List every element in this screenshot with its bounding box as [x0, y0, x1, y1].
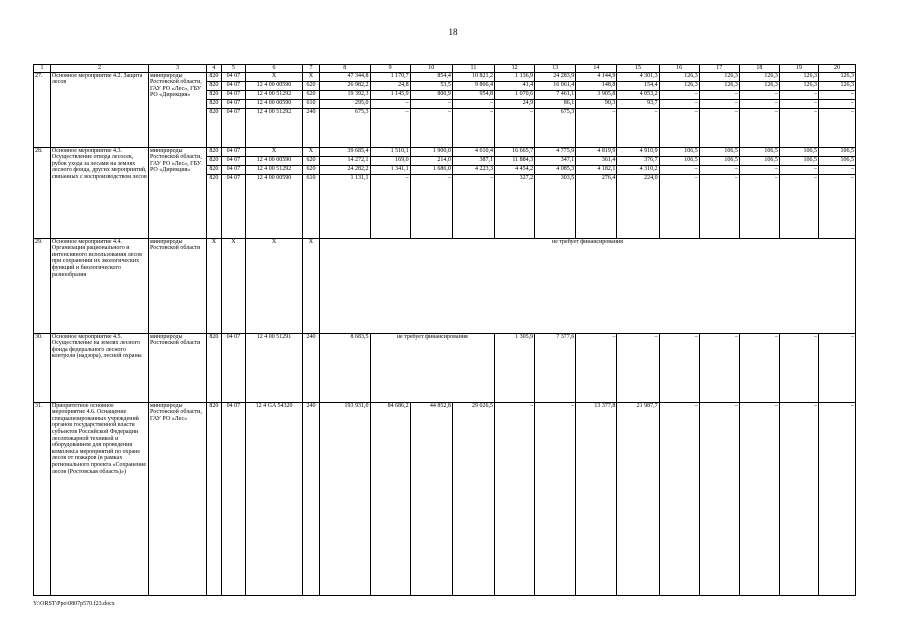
table-cell: 154,4: [617, 81, 659, 90]
table-cell: –: [699, 108, 739, 147]
table-cell: –: [659, 108, 699, 147]
table-cell: Х: [246, 147, 303, 156]
table-cell: 1 145,9: [370, 90, 410, 99]
column-header: 17: [699, 65, 739, 73]
table-cell: –: [739, 174, 779, 238]
table-cell: –: [495, 402, 535, 595]
table-cell: 4 910,9: [617, 147, 659, 156]
table-row: [34, 333, 856, 402]
table-cell: 53,5: [410, 81, 452, 90]
budget-table: [33, 64, 856, 596]
table-cell: 1 510,1: [370, 147, 410, 156]
table-cell: –: [739, 99, 779, 108]
column-header: 4: [207, 65, 222, 73]
table-cell: 90,3: [576, 99, 617, 108]
table-cell: 620: [303, 81, 320, 90]
table-cell: 126,3: [779, 72, 818, 81]
table-cell: 1 900,0: [410, 147, 452, 156]
table-cell: 21 987,7: [617, 402, 659, 595]
table-row: [34, 238, 856, 333]
table-cell: 04 07: [221, 333, 245, 402]
table-cell: 4 454,2: [495, 165, 535, 174]
table-cell: 1 170,7: [370, 72, 410, 81]
table-cell: 214,0: [410, 156, 452, 165]
table-cell: 04 07: [221, 402, 245, 595]
table-cell: –: [452, 108, 494, 147]
table-cell: 12 4 00 51292: [246, 90, 303, 99]
table-cell: 12 4 00 00590: [246, 99, 303, 108]
table-cell: 610: [303, 99, 320, 108]
table-cell: –: [495, 108, 535, 147]
table-cell: 8 683,5: [319, 333, 370, 402]
table-cell: 04 07: [221, 156, 245, 165]
executor: минприроды Ростовской области, ГАУ РО «Лес», ГБУ РО «Дирекция»: [149, 72, 207, 147]
table-cell: 169,0: [370, 156, 410, 165]
table-cell: –: [818, 99, 855, 108]
table-cell: 240: [303, 402, 320, 595]
table-cell: 675,3: [535, 108, 576, 147]
column-header: 13: [535, 65, 576, 73]
table-cell: 820: [207, 402, 222, 595]
table-cell: 12 4 00 00590: [246, 174, 303, 238]
table-cell: 4 310,2: [617, 165, 659, 174]
table-cell: 347,1: [535, 156, 576, 165]
table-cell: 4 182,1: [576, 165, 617, 174]
table-cell: 106,5: [779, 156, 818, 165]
no-funding-note: не требует финансирования: [370, 333, 495, 402]
column-header: 2: [50, 65, 148, 73]
header-row: [34, 65, 856, 73]
table-cell: –: [659, 333, 699, 402]
column-header: 3: [149, 65, 207, 73]
table-cell: 303,5: [535, 174, 576, 238]
table-cell: –: [739, 333, 779, 402]
table-cell: –: [779, 90, 818, 99]
table-cell: –: [659, 99, 699, 108]
table-cell: 10 821,2: [452, 72, 494, 81]
table-cell: 820: [207, 165, 222, 174]
table-cell: 106,5: [779, 147, 818, 156]
column-header: 19: [779, 65, 818, 73]
table-cell: 4 053,2: [617, 90, 659, 99]
table-cell: 620: [303, 90, 320, 99]
table-cell: –: [739, 402, 779, 595]
table-cell: 16 061,4: [535, 81, 576, 90]
table-cell: 387,1: [452, 156, 494, 165]
table-cell: 376,7: [617, 156, 659, 165]
table-cell: 04 07: [221, 72, 245, 81]
table-cell: –: [818, 333, 855, 402]
table-cell: 327,2: [495, 174, 535, 238]
executor: минприроды Ростовской области: [149, 333, 207, 402]
table-cell: 12 4 00 51292: [246, 165, 303, 174]
table-cell: 106,5: [818, 156, 855, 165]
table-cell: –: [452, 99, 494, 108]
table-cell: –: [818, 165, 855, 174]
table-cell: 295,0: [319, 99, 370, 108]
table-cell: –: [452, 174, 494, 238]
table-cell: 610: [303, 174, 320, 238]
table-cell: Х: [246, 72, 303, 81]
table-cell: –: [779, 108, 818, 147]
table-cell: 820: [207, 147, 222, 156]
table-cell: 3 905,8: [576, 90, 617, 99]
table-cell: 93,7: [617, 99, 659, 108]
column-header: 16: [659, 65, 699, 73]
measure-title: Основное мероприятие 4.3. Осуществление отвода лесосек, рубок ухода за лесами на землях лесного фонда, других мероприятий, связанных с воспроизводством лесов: [50, 147, 148, 238]
executor: минприроды Ростовской области, ГАУ РО «Лес», ГБУ РО «Дирекция»: [149, 147, 207, 238]
table-cell: 04 07: [221, 165, 245, 174]
table-cell: 820: [207, 99, 222, 108]
file-path: Y:\ORST\Ppo\0807p570.f23.docx: [33, 601, 115, 607]
table-row: [34, 402, 856, 595]
table-cell: –: [739, 90, 779, 99]
table-cell: 276,4: [576, 174, 617, 238]
table-cell: 148,8: [576, 81, 617, 90]
table-cell: 126,3: [739, 81, 779, 90]
table-cell: 126,3: [739, 72, 779, 81]
table-cell: 12 4 00 00590: [246, 81, 303, 90]
row-number: 28.: [34, 147, 51, 238]
table-cell: 4 144,9: [576, 72, 617, 81]
row-number: 27.: [34, 72, 51, 147]
table-cell: 820: [207, 108, 222, 147]
table-cell: Х: [246, 238, 303, 333]
table-cell: 820: [207, 72, 222, 81]
table-cell: 193 931,0: [319, 402, 370, 595]
table-cell: 04 07: [221, 99, 245, 108]
table-cell: –: [370, 99, 410, 108]
table-cell: 1 341,1: [370, 165, 410, 174]
table-cell: 361,4: [576, 156, 617, 165]
table-cell: 854,4: [410, 72, 452, 81]
table-cell: 12 4 GA 54320: [246, 402, 303, 595]
table-cell: 224,0: [617, 174, 659, 238]
table-cell: 4 223,3: [452, 165, 494, 174]
table-cell: –: [617, 108, 659, 147]
table-cell: –: [659, 174, 699, 238]
table-cell: Х: [221, 238, 245, 333]
table-cell: 1 070,6: [495, 90, 535, 99]
table-cell: –: [779, 99, 818, 108]
table-cell: 106,5: [739, 147, 779, 156]
table-cell: 86,1: [535, 99, 576, 108]
column-header: 10: [410, 65, 452, 73]
table-cell: 4 610,4: [452, 147, 494, 156]
column-header: 1: [34, 65, 51, 73]
table-cell: 19 392,3: [319, 90, 370, 99]
table-cell: 4 819,9: [576, 147, 617, 156]
table-cell: 106,5: [739, 156, 779, 165]
row-number: 31.: [34, 402, 51, 595]
table-cell: 13 377,8: [576, 402, 617, 595]
table-cell: 24,8: [370, 81, 410, 90]
table-cell: –: [410, 108, 452, 147]
table-cell: 126,3: [699, 81, 739, 90]
column-header: 5: [221, 65, 245, 73]
table-cell: –: [699, 174, 739, 238]
column-header: 7: [303, 65, 320, 73]
table-cell: –: [576, 108, 617, 147]
table-cell: 800,9: [410, 90, 452, 99]
table-cell: 1 686,0: [410, 165, 452, 174]
measure-title: Приоритетное основное мероприятие 4.6. Оснащение специализированных учреждений органов государственной власти субъектов Российской Федерации лесопожарной техникой и оборудованием для проведения комплекса мероприятий по охране лесов от пожаров (в рамках регионального проекта «Сохранение лесов (Ростовская область)»): [50, 402, 148, 595]
measure-title: Основное мероприятие 4.5. Осуществление на землях лесного фонда федерального лесного контроля (надзора), лесной охраны: [50, 333, 148, 402]
table-cell: 11 884,3: [495, 156, 535, 165]
column-header: 14: [576, 65, 617, 73]
table-cell: 12 4 00 00590: [246, 156, 303, 165]
table-cell: –: [410, 99, 452, 108]
table-cell: 04 07: [221, 147, 245, 156]
table-cell: Х: [303, 238, 320, 333]
table-cell: Х: [303, 147, 320, 156]
row-number: 29.: [34, 238, 51, 333]
table-cell: –: [699, 402, 739, 595]
table-cell: 7 461,1: [535, 90, 576, 99]
table-cell: 106,5: [818, 147, 855, 156]
table-cell: –: [818, 90, 855, 99]
table-cell: 41,4: [495, 81, 535, 90]
table-cell: –: [659, 402, 699, 595]
table-cell: 4 085,3: [535, 165, 576, 174]
table-cell: 675,3: [319, 108, 370, 147]
column-header: 12: [495, 65, 535, 73]
table-cell: 24 283,9: [535, 72, 576, 81]
column-header: 8: [319, 65, 370, 73]
table-cell: –: [779, 333, 818, 402]
column-header: 9: [370, 65, 410, 73]
table-cell: 1 131,1: [319, 174, 370, 238]
table-cell: 1 305,9: [495, 333, 535, 402]
column-header: 11: [452, 65, 494, 73]
table-cell: 12 4 00 51291: [246, 333, 303, 402]
table-cell: 126,3: [779, 81, 818, 90]
measure-title: Основное мероприятие 4.2. Защита лесов: [50, 72, 148, 147]
table-cell: 4 301,3: [617, 72, 659, 81]
table-cell: Х: [207, 238, 222, 333]
table-cell: 7 377,6: [535, 333, 576, 402]
table-row: [34, 72, 856, 81]
table-cell: –: [370, 108, 410, 147]
table-cell: 126,3: [659, 72, 699, 81]
table-cell: 14 272,1: [319, 156, 370, 165]
table-cell: 84 686,2: [370, 402, 410, 595]
table-cell: 04 07: [221, 81, 245, 90]
table-cell: –: [779, 174, 818, 238]
table-cell: –: [818, 402, 855, 595]
table-cell: 04 07: [221, 108, 245, 147]
table-cell: 954,8: [452, 90, 494, 99]
measure-title: Основное мероприятие 4.4. Организация рационального и интенсивного использования лесов при сохранении их экологических функций и биологического разнообразия: [50, 238, 148, 333]
table-cell: –: [818, 174, 855, 238]
table-cell: 04 07: [221, 90, 245, 99]
table-cell: –: [699, 165, 739, 174]
table-cell: 106,5: [699, 147, 739, 156]
table-cell: 106,5: [659, 156, 699, 165]
table-cell: 106,5: [659, 147, 699, 156]
table-cell: 24 282,2: [319, 165, 370, 174]
table-cell: –: [699, 333, 739, 402]
table-cell: –: [617, 333, 659, 402]
table-cell: 820: [207, 156, 222, 165]
column-header: 15: [617, 65, 659, 73]
executor: минприроды Ростовской области, ГАУ РО «Лес»: [149, 402, 207, 595]
table-cell: –: [535, 402, 576, 595]
table-cell: 9 866,4: [452, 81, 494, 90]
column-header: 18: [739, 65, 779, 73]
table-cell: 126,3: [699, 72, 739, 81]
table-cell: –: [659, 165, 699, 174]
table-cell: –: [576, 333, 617, 402]
table-cell: 106,5: [699, 156, 739, 165]
table-cell: –: [818, 108, 855, 147]
table-cell: 24,9: [495, 99, 535, 108]
table-cell: 12 4 00 51292: [246, 108, 303, 147]
table-cell: 820: [207, 174, 222, 238]
table-cell: 39 685,4: [319, 147, 370, 156]
table-cell: 126,3: [659, 81, 699, 90]
executor: минприроды Ростовской области: [149, 238, 207, 333]
table-cell: 4 775,9: [535, 147, 576, 156]
table-cell: 26 982,2: [319, 81, 370, 90]
table-cell: 240: [303, 108, 320, 147]
row-number: 30.: [34, 333, 51, 402]
table-cell: 44 852,8: [410, 402, 452, 595]
table-row: [34, 147, 856, 156]
page-number: 18: [448, 27, 458, 37]
table-cell: 820: [207, 90, 222, 99]
table-cell: 126,3: [818, 72, 855, 81]
table-cell: 47 344,8: [319, 72, 370, 81]
table-cell: –: [779, 165, 818, 174]
table-cell: 620: [303, 165, 320, 174]
table-cell: 1 136,9: [495, 72, 535, 81]
table-cell: –: [410, 174, 452, 238]
no-funding-note: не требует финансирования: [319, 238, 855, 333]
table-cell: –: [739, 165, 779, 174]
table-cell: 16 665,7: [495, 147, 535, 156]
table-cell: 29 026,5: [452, 402, 494, 595]
column-header: 20: [818, 65, 855, 73]
table-cell: 820: [207, 333, 222, 402]
table-cell: 240: [303, 333, 320, 402]
table-cell: –: [739, 108, 779, 147]
table-cell: 820: [207, 81, 222, 90]
table-cell: –: [659, 90, 699, 99]
table-cell: –: [370, 174, 410, 238]
table-cell: Х: [303, 72, 320, 81]
table-cell: 04 07: [221, 174, 245, 238]
table-cell: 620: [303, 156, 320, 165]
table-cell: –: [699, 90, 739, 99]
table-cell: –: [699, 99, 739, 108]
column-header: 6: [246, 65, 303, 73]
table-cell: –: [779, 402, 818, 595]
table-cell: 126,3: [818, 81, 855, 90]
